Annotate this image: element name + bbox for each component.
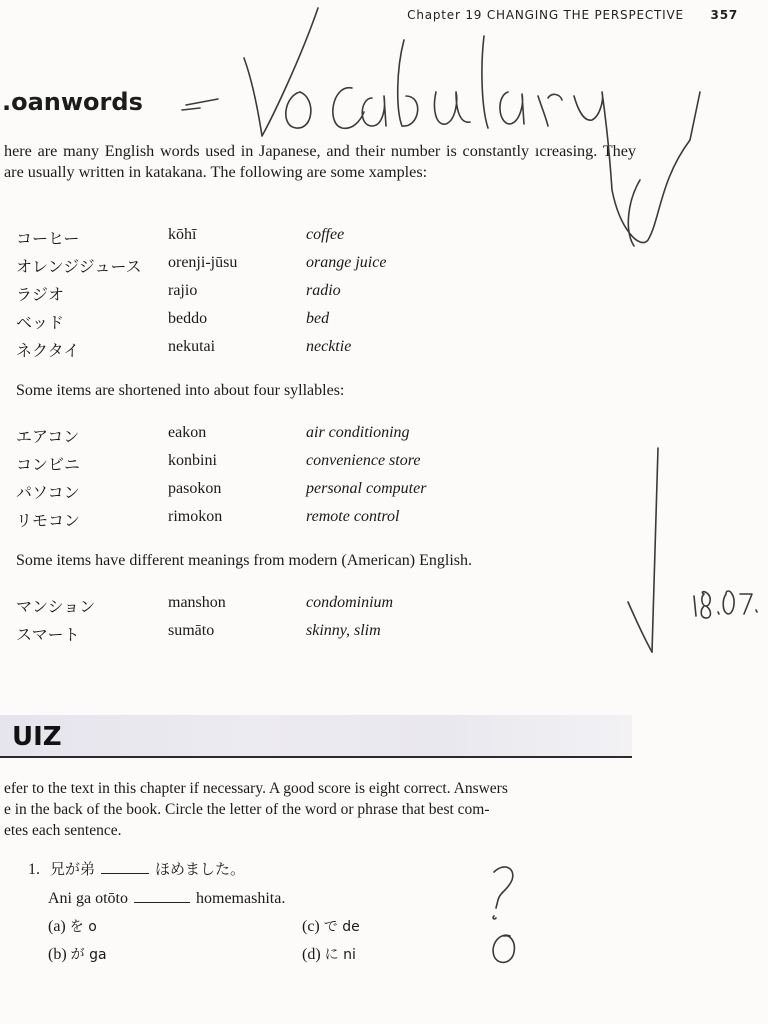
option-text: で de [323,919,360,935]
vocab-romaji: beddo [168,310,208,327]
vocab-katakana: ベッド [16,313,65,332]
vocab-row [16,452,536,480]
section-title: .oanwords [2,88,143,116]
vocab-row [16,254,536,282]
answer-options [48,916,468,972]
handwritten-dash [186,99,218,105]
question-jp-before: 兄が弟 [50,860,96,878]
shortened-note: Some items are shortened into about four syllables: [16,382,345,399]
handwritten-dash [182,108,200,110]
chapter-heading: Chapter 19 CHANGING THE PERSPECTIVE [407,8,684,22]
vocab-english: bed [306,310,330,327]
vocab-english: remote control [306,508,400,525]
vocab-english: condominium [306,594,394,611]
vocab-row [16,508,536,536]
option-c[interactable] [302,916,360,936]
vocab-row [16,622,536,650]
vocab-row [16,282,536,310]
handwritten-date [694,591,757,618]
page-number: 357 [710,8,738,22]
vocab-romaji: eakon [168,424,207,441]
vocab-katakana: マンション [16,597,96,616]
question-romaji-after: homemashita. [196,890,286,907]
question-number: 1. [28,861,40,878]
handwritten-vertical-line [652,448,658,652]
vocab-romaji: kōhī [168,226,197,243]
vocab-row [16,424,536,452]
vocab-katakana: ラジオ [16,285,65,304]
meaning-note: Some items have different meanings from modern (American) English. [16,552,473,569]
option-label: (b) [48,946,67,963]
vocab-katakana: ネクタイ [16,341,80,360]
vocab-english: orange juice [306,254,387,271]
question-1 [28,858,245,879]
vocab-english: convenience store [306,452,421,469]
vocab-romaji: konbini [168,452,217,469]
vocab-katakana: スマート [16,625,80,644]
instruction-line: efer to the text in this chapter if necessary. A good score is eight correct. Answers [4,780,508,797]
vocab-katakana: リモコン [16,511,81,530]
quiz-banner [0,715,632,757]
vocab-english: personal computer [306,480,427,497]
option-label: (a) [48,918,66,935]
option-d[interactable] [302,944,356,964]
vocab-list-common [16,226,536,366]
quiz-rule [0,756,632,758]
vocab-katakana: エアコン [16,427,80,446]
instruction-line: etes each sentence. [4,822,122,839]
vocab-katakana: コンビニ [16,455,81,474]
vocab-english: coffee [306,226,345,243]
vocab-romaji: sumāto [168,622,215,639]
vocab-romaji: manshon [168,594,226,611]
handwritten-question-mark [493,867,513,919]
question-romaji-before: Ani ga otōto [48,890,128,907]
option-a[interactable] [48,916,97,936]
question-japanese [50,860,245,878]
vocab-english: radio [306,282,341,299]
vocab-list-shortened [16,424,536,536]
vocab-romaji: nekutai [168,338,216,355]
question-1-romaji [48,888,285,908]
vocab-row [16,480,536,508]
vocab-row [16,338,536,366]
option-text: を o [69,919,97,935]
vocab-row [16,226,536,254]
vocab-romaji: pasokon [168,480,222,497]
vocab-katakana: オレンジジュース [16,257,142,276]
option-label: (c) [302,918,320,935]
instruction-line: e in the back of the book. Circle the letter of the word or phrase that best com- [4,801,490,818]
handwritten-arrow-head [628,602,652,652]
vocab-english: necktie [306,338,352,355]
vocab-row [16,594,536,622]
vocab-row [16,310,536,338]
vocab-romaji: rimokon [168,508,223,525]
vocab-list-meaning [16,594,536,650]
option-text: が ga [70,947,107,963]
quiz-instructions [4,778,636,841]
handwritten-circle-mark [493,935,514,962]
answer-blank [101,859,149,874]
option-text: に ni [324,947,356,963]
vocab-romaji: rajio [168,282,198,299]
vocab-katakana: コーヒー [16,229,80,248]
quiz-title: UIZ [12,722,62,752]
vocab-katakana: パソコン [16,483,80,502]
answer-blank [134,888,190,903]
option-label: (d) [302,946,321,963]
question-jp-after: ほめました。 [155,860,246,878]
vocab-romaji: orenji-jūsu [168,254,238,271]
intro-paragraph: here are many English words used in Japanese, and their number is constantly ıcreasing. They are usually written in katakana. The following are some xamples: [4,142,636,181]
running-head [407,8,738,22]
option-b[interactable] [48,944,107,964]
handwritten-vocabulary-word [244,8,700,246]
vocab-english: skinny, slim [306,622,381,639]
vocab-english: air conditioning [306,424,410,441]
